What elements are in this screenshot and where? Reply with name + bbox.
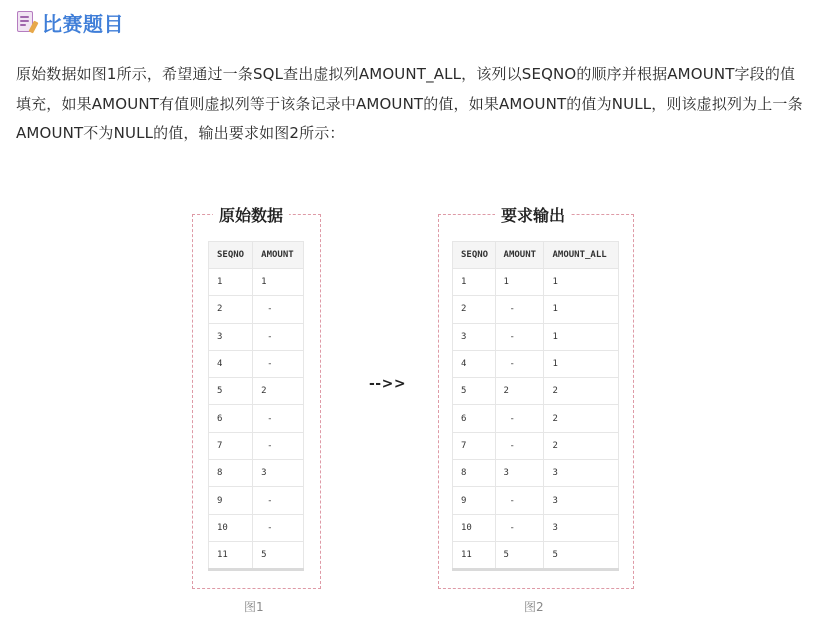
table-row xyxy=(209,378,304,405)
table-cell: 3 xyxy=(253,460,304,487)
table-cell: 4 xyxy=(453,350,496,377)
figure2-caption: 图2 xyxy=(524,600,544,614)
table-cell: 5 xyxy=(453,378,496,405)
table-row xyxy=(453,323,619,350)
table-cell: - xyxy=(495,350,544,377)
table-row xyxy=(453,350,619,377)
column-header: AMOUNT_ALL xyxy=(544,242,619,269)
table-cell: - xyxy=(495,323,544,350)
table-row xyxy=(453,432,619,459)
column-header: SEQNO xyxy=(453,242,496,269)
table-row xyxy=(453,460,619,487)
table-cell: - xyxy=(253,323,304,350)
table-cell: - xyxy=(253,405,304,432)
table-cell: 3 xyxy=(453,323,496,350)
table-cell: 9 xyxy=(209,487,253,514)
table-cell: 6 xyxy=(453,405,496,432)
table-row xyxy=(209,323,304,350)
table-cell: 8 xyxy=(453,460,496,487)
section-header xyxy=(16,8,124,36)
column-header: AMOUNT xyxy=(495,242,544,269)
table-cell: - xyxy=(253,514,304,541)
figure2-table xyxy=(452,241,619,571)
table-cell: 2 xyxy=(253,378,304,405)
table-cell: 3 xyxy=(544,514,619,541)
table-cell: 2 xyxy=(544,432,619,459)
table-row xyxy=(209,487,304,514)
column-header: AMOUNT xyxy=(253,242,304,269)
table-cell: 1 xyxy=(544,296,619,323)
table-row xyxy=(209,296,304,323)
table-cell: 1 xyxy=(209,269,253,296)
table-cell: 2 xyxy=(453,296,496,323)
table-cell: 10 xyxy=(453,514,496,541)
table-cell: 1 xyxy=(453,269,496,296)
table-header-row xyxy=(453,242,619,269)
table-cell: 5 xyxy=(495,541,544,569)
table-row xyxy=(453,514,619,541)
table-cell: 1 xyxy=(544,269,619,296)
table-cell: - xyxy=(253,296,304,323)
table-cell: 7 xyxy=(209,432,253,459)
table-cell: 1 xyxy=(253,269,304,296)
table-cell: 8 xyxy=(209,460,253,487)
table-cell: 4 xyxy=(209,350,253,377)
table-row xyxy=(209,350,304,377)
table-cell: 2 xyxy=(544,405,619,432)
table-cell: 11 xyxy=(209,541,253,569)
table-cell: - xyxy=(495,405,544,432)
table-cell: - xyxy=(253,487,304,514)
table-row xyxy=(209,541,304,569)
table-cell: 3 xyxy=(544,460,619,487)
table-cell: 2 xyxy=(495,378,544,405)
table-cell: 5 xyxy=(209,378,253,405)
table-cell: - xyxy=(253,350,304,377)
table-row xyxy=(209,405,304,432)
column-header: SEQNO xyxy=(209,242,253,269)
table-cell: 5 xyxy=(253,541,304,569)
table-cell: 2 xyxy=(209,296,253,323)
section-title: 比赛题目 xyxy=(42,11,124,36)
table-row xyxy=(209,514,304,541)
table-cell: 10 xyxy=(209,514,253,541)
table-cell: 1 xyxy=(544,323,619,350)
table-cell: - xyxy=(495,432,544,459)
table-cell: - xyxy=(495,296,544,323)
table-cell: 6 xyxy=(209,405,253,432)
figure1-title: 原始数据 xyxy=(213,203,289,226)
table-row xyxy=(209,432,304,459)
table-cell: - xyxy=(495,514,544,541)
table-row xyxy=(453,541,619,569)
document-pencil-icon xyxy=(16,10,36,34)
table-cell: 9 xyxy=(453,487,496,514)
table-cell: - xyxy=(495,487,544,514)
problem-description: 原始数据如图1所示，希望通过一条SQL查出虚拟列AMOUNT_ALL，该列以SEQNO的顺序并根据AMOUNT字段的值填充，如果AMOUNT有值则虚拟列等于该条记录中AMOUNT的值，如果AMOUNT的值为NULL，则该虚拟列为上一条AMOUNT不为NULL的值，输出要求如图2所示： xyxy=(16,65,803,142)
table-row xyxy=(453,405,619,432)
table-cell: 3 xyxy=(544,487,619,514)
table-row xyxy=(453,269,619,296)
table-cell: 11 xyxy=(453,541,496,569)
table-row xyxy=(453,487,619,514)
figure2-title: 要求输出 xyxy=(495,203,571,226)
table-row xyxy=(209,269,304,296)
table-header-row xyxy=(209,242,304,269)
transform-arrow: -->> xyxy=(369,376,407,392)
table-cell: 2 xyxy=(544,378,619,405)
table-cell: - xyxy=(253,432,304,459)
table-row xyxy=(209,460,304,487)
table-cell: 1 xyxy=(544,350,619,377)
table-row xyxy=(453,296,619,323)
table-cell: 3 xyxy=(495,460,544,487)
table-row xyxy=(453,378,619,405)
figure1-caption: 图1 xyxy=(244,600,264,614)
figure1-table xyxy=(208,241,304,571)
table-cell: 5 xyxy=(544,541,619,569)
table-cell: 7 xyxy=(453,432,496,459)
table-cell: 1 xyxy=(495,269,544,296)
table-cell: 3 xyxy=(209,323,253,350)
